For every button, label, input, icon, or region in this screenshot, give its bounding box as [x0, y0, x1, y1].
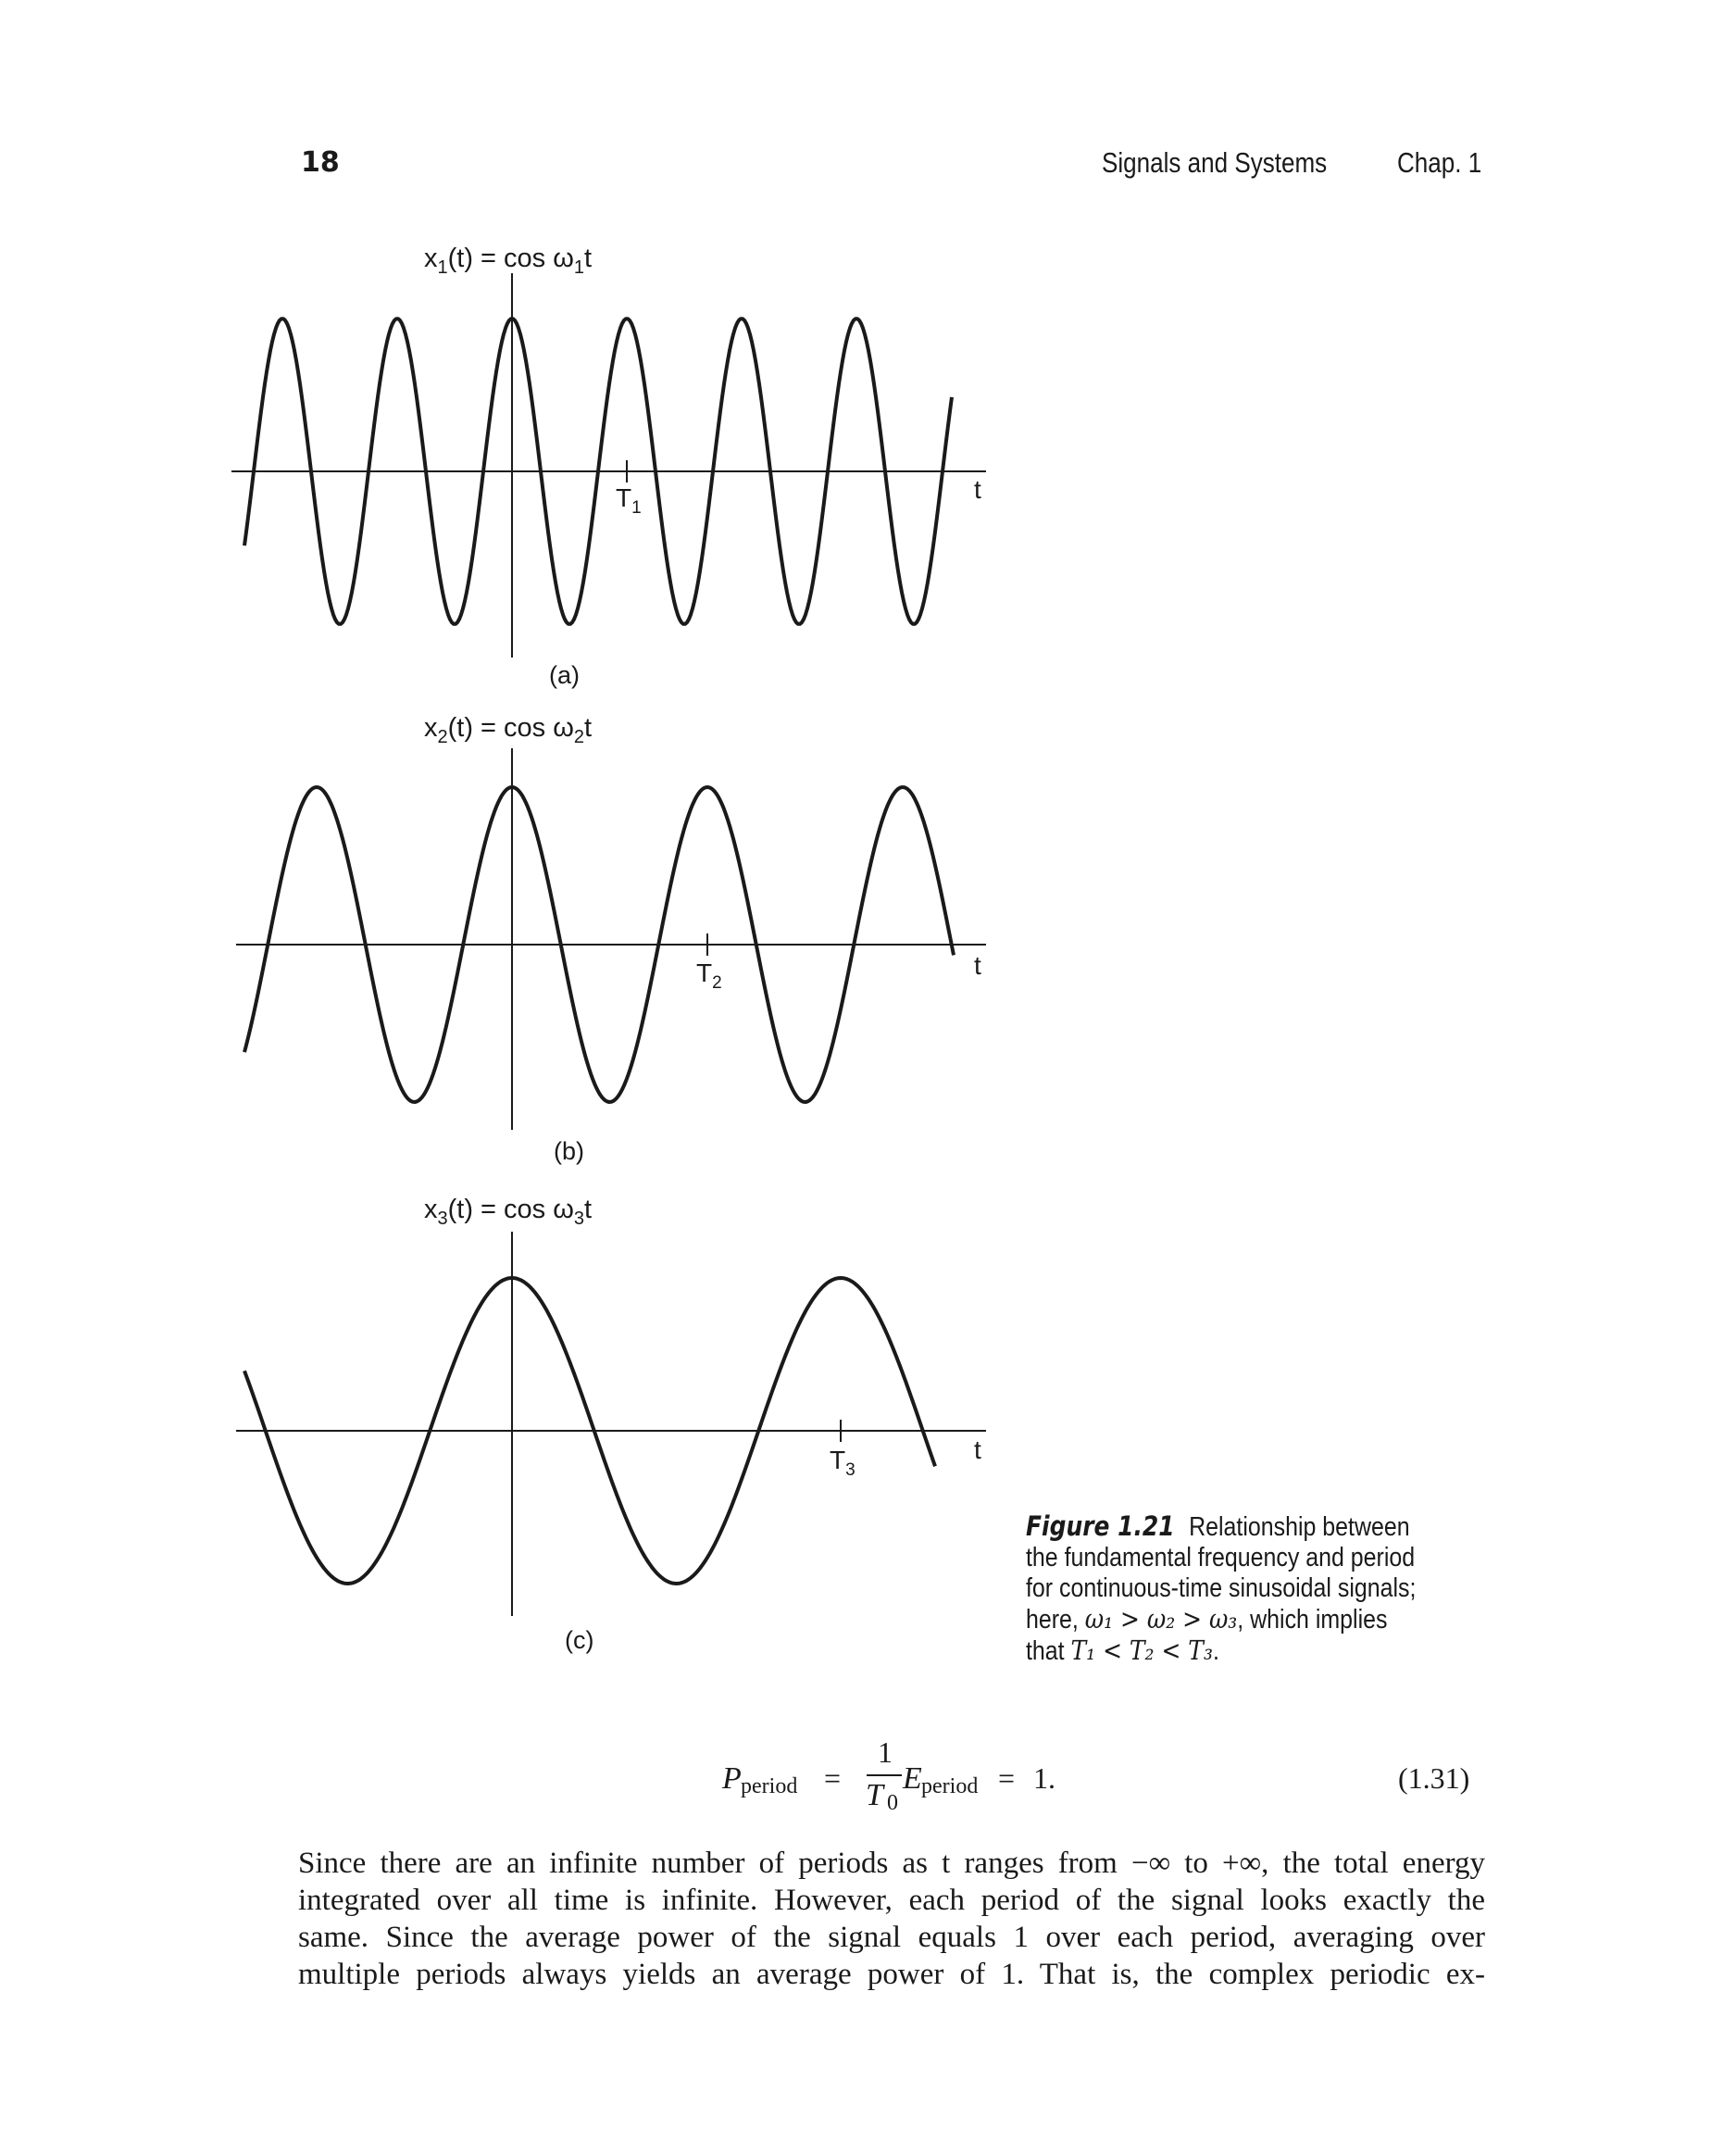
body-paragraph: [298, 1845, 1485, 1993]
running-head-title: Signals and Systems: [1102, 146, 1328, 179]
panel-a-formula: $x_1(t) = \cos \omega_1t$: [424, 244, 593, 278]
panel-b-axis-label: t: [974, 951, 981, 980]
panel-b-period-label: $T_2$: [696, 958, 722, 993]
panel-c: [236, 1195, 986, 1654]
caption-line-2: the fundamental frequency and period: [1026, 1543, 1416, 1572]
page-number: 18: [301, 146, 340, 179]
panel-a: [231, 244, 986, 689]
body-line: same. Since the average power of the signal equals 1 over each period, averaging over: [298, 1921, 1485, 1954]
running-head-chapter: Chap. 1: [1397, 146, 1482, 179]
panel-c-formula: $x_3(t) = \cos \omega_3t$: [424, 1195, 593, 1229]
figure-label: Figure 1.21: [1026, 1510, 1175, 1542]
panel-c-axis-label: t: [974, 1435, 981, 1464]
panel-b-label: (b): [554, 1137, 584, 1165]
caption-line-4: here, ω₁ > ω₂ > ω₃, which implies: [1026, 1603, 1388, 1635]
caption-line-3: for continuous-time sinusoidal signals;: [1026, 1573, 1417, 1603]
panel-b: [236, 713, 986, 1165]
fraction-bar: [867, 1774, 902, 1776]
equation-1-31: P period = 1 T 0 E period = 1.: [722, 1735, 1055, 1815]
caption-line-1: Figure 1.21 Relationship between: [1026, 1510, 1410, 1542]
body-line: Since there are an infinite number of periods as t ranges from −∞ to +∞, the total energy: [298, 1847, 1485, 1880]
panel-a-period-label: $T_1$: [616, 483, 642, 518]
panel-a-label: (a): [549, 661, 580, 689]
panel-c-label: (c): [565, 1626, 594, 1654]
panel-c-period-label: $T_3$: [830, 1446, 856, 1480]
panel-a-axis-label: t: [974, 475, 981, 504]
body-line: multiple periods always yields an average power of 1. That is, the complex periodic ex-: [298, 1958, 1485, 1991]
equation-number: (1.31): [1398, 1761, 1470, 1795]
panel-b-formula: $x_2(t) = \cos \omega_2t$: [424, 713, 593, 747]
body-line: integrated over all time is infinite. However, each period of the signal looks exactly the: [298, 1884, 1485, 1917]
figure-caption: [1026, 1511, 1507, 1667]
caption-line-5: that T₁ < T₂ < T₃.: [1026, 1635, 1219, 1666]
